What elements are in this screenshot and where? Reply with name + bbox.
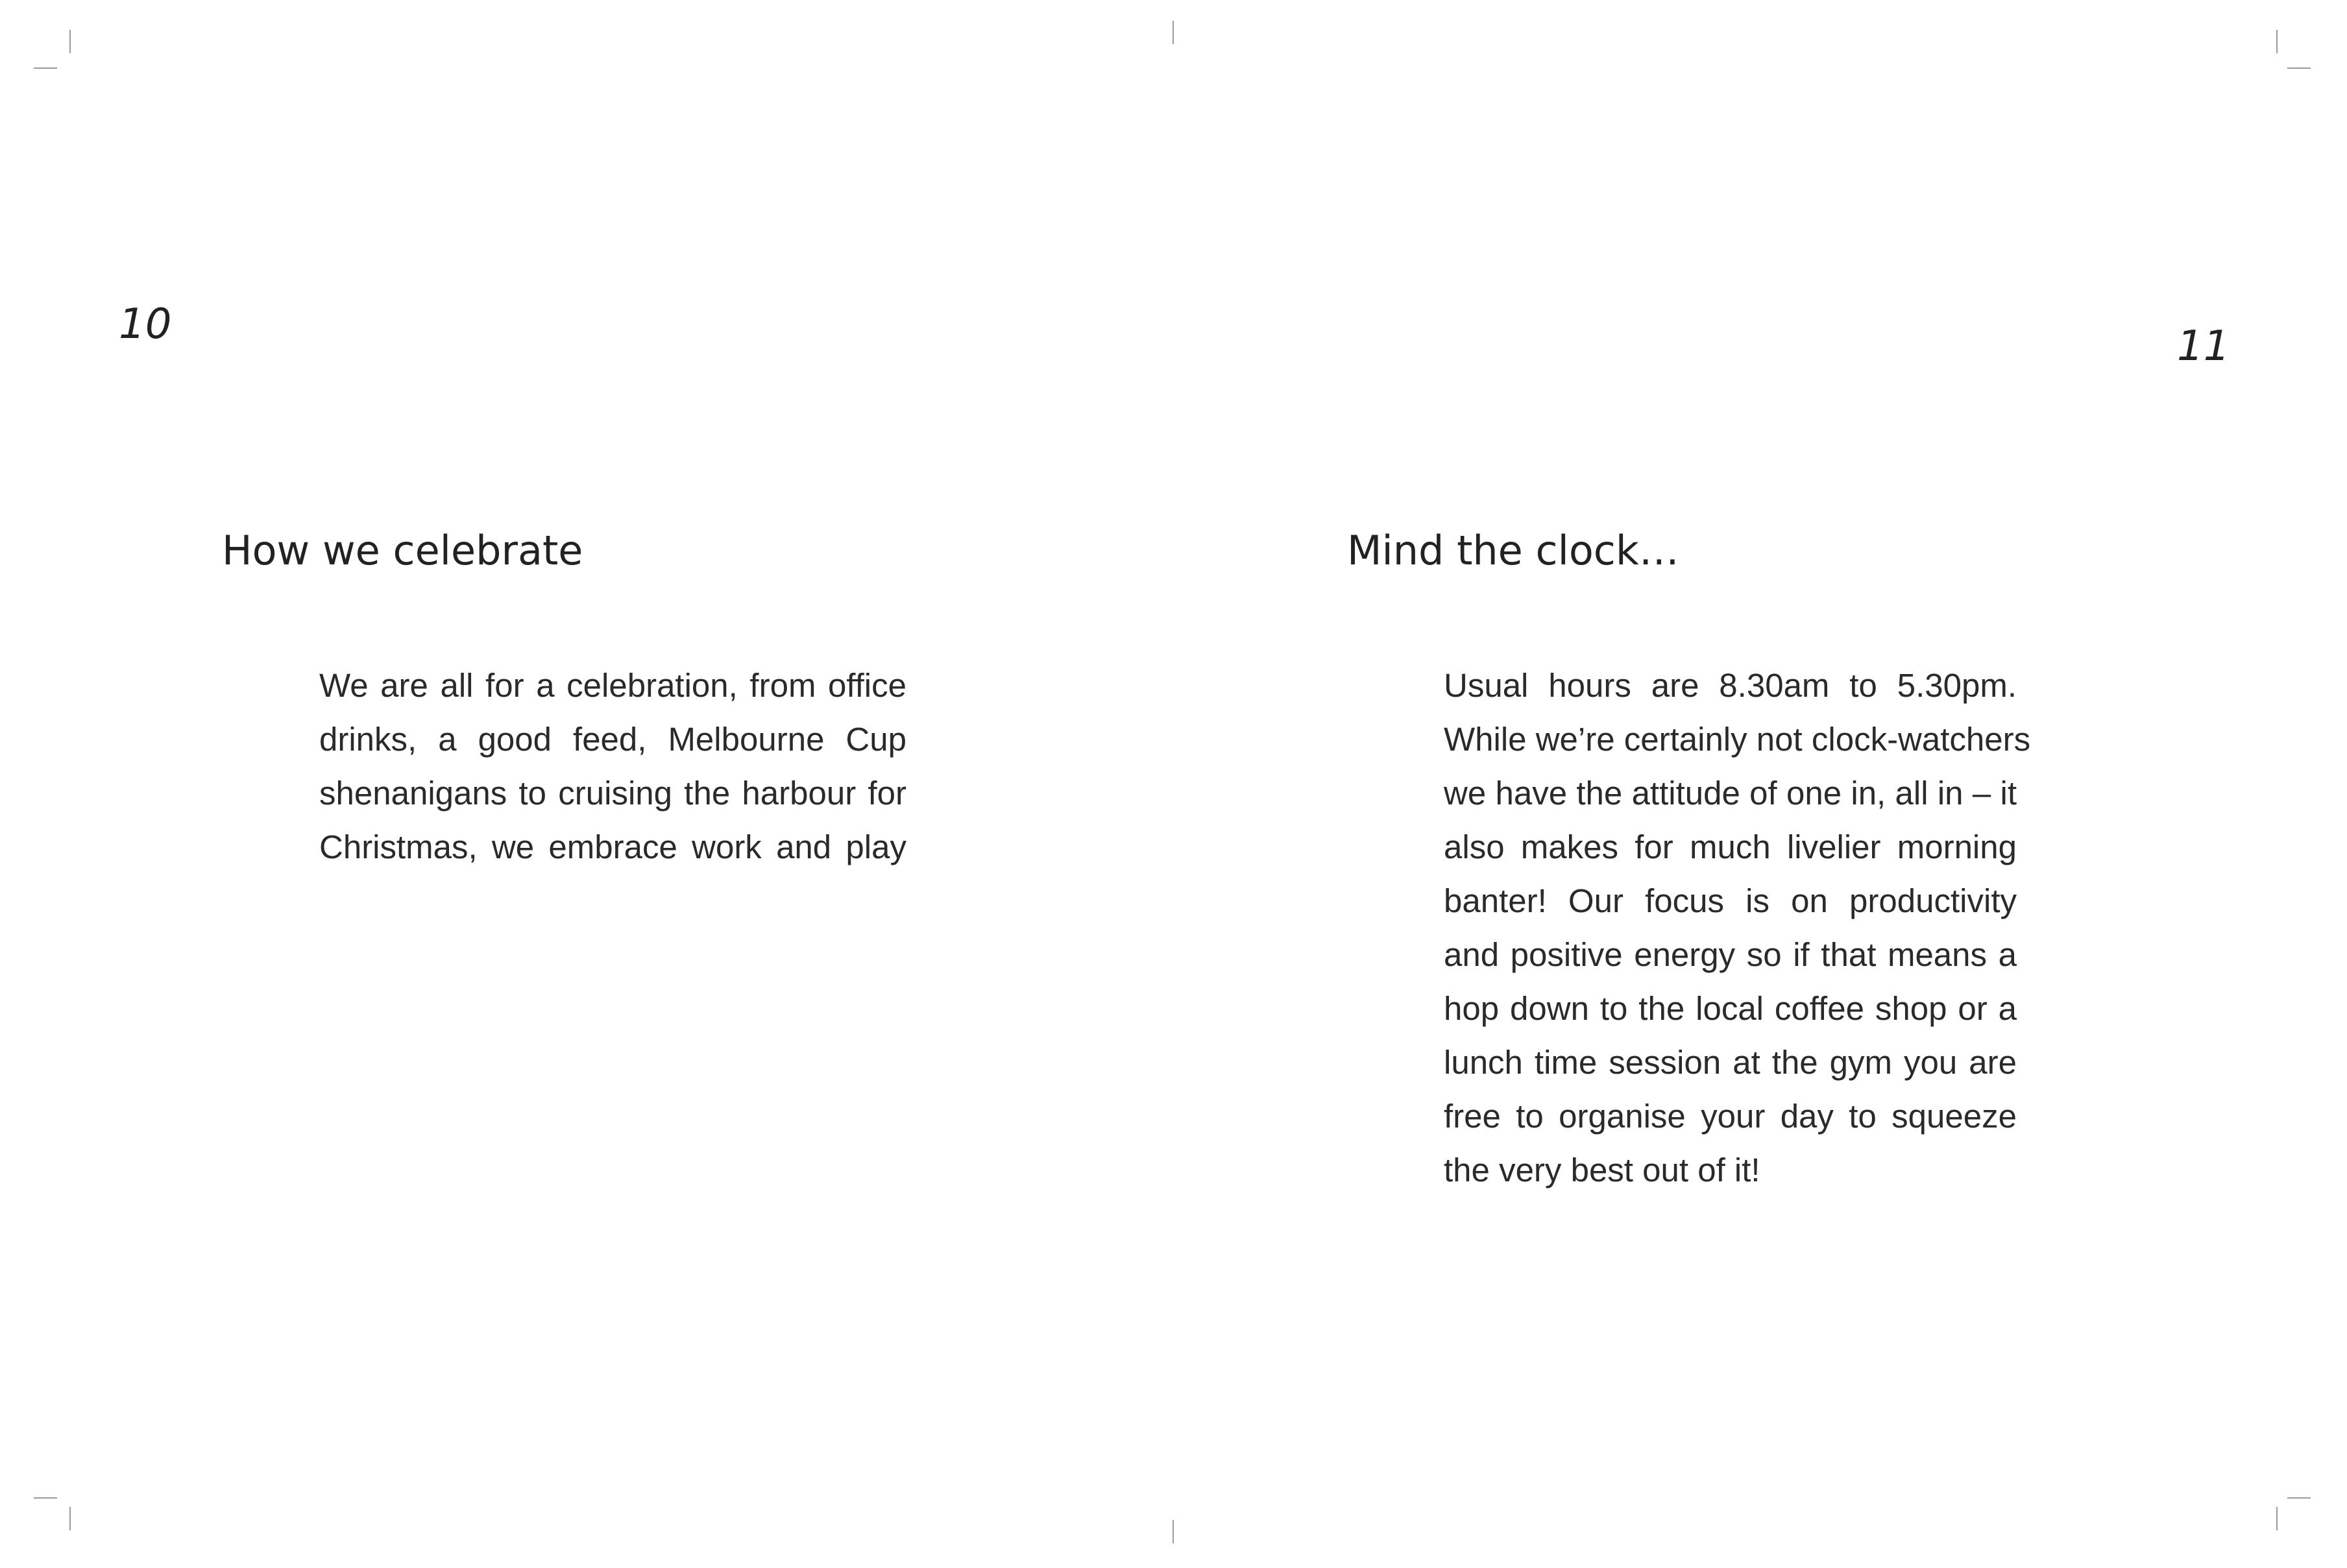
celebrate-paragraph — [319, 658, 906, 874]
paragraph-line: shenanigans to cruising the harbour for — [319, 775, 906, 812]
page-number-left: 10 — [119, 300, 172, 348]
crop-mark — [69, 1507, 71, 1530]
paragraph-line: and positive energy so if that means a — [1444, 936, 2017, 973]
crop-mark — [2287, 67, 2311, 69]
crop-mark — [2287, 1497, 2311, 1499]
crop-mark — [34, 1497, 57, 1499]
paragraph-line: we have the attitude of one in, all in – it — [1444, 775, 2017, 812]
paragraph-line: lunch time session at the gym you are — [1444, 1044, 2017, 1081]
paragraph-line: banter! Our focus is on productivity — [1444, 882, 2017, 919]
paragraph-line: the very best out of it! — [1444, 1152, 1760, 1188]
crop-mark — [34, 67, 57, 69]
paragraph-line: drinks, a good feed, Melbourne Cup — [319, 721, 906, 758]
section-heading-clock: Mind the clock… — [1347, 527, 1679, 574]
crop-mark — [1173, 21, 1174, 44]
paragraph-line: Usual hours are 8.30am to 5.30pm. — [1444, 667, 2017, 704]
paragraph-line: free to organise your day to squeeze — [1444, 1098, 2017, 1135]
crop-mark — [2276, 1507, 2278, 1530]
paragraph-line: also makes for much livelier morning — [1444, 828, 2017, 865]
clock-paragraph — [1444, 658, 2031, 1197]
page-number-right: 11 — [2177, 322, 2230, 370]
paragraph-line: While we’re certainly not clock-watchers — [1444, 721, 2031, 758]
paragraph-line: hop down to the local coffee shop or a — [1444, 990, 2017, 1027]
crop-mark — [69, 30, 71, 53]
crop-mark — [1173, 1520, 1174, 1543]
crop-mark — [2276, 30, 2278, 53]
paragraph-line: We are all for a celebration, from office — [319, 667, 906, 704]
paragraph-line: Christmas, we embrace work and play — [319, 828, 906, 865]
section-heading-celebrate: How we celebrate — [222, 527, 583, 574]
